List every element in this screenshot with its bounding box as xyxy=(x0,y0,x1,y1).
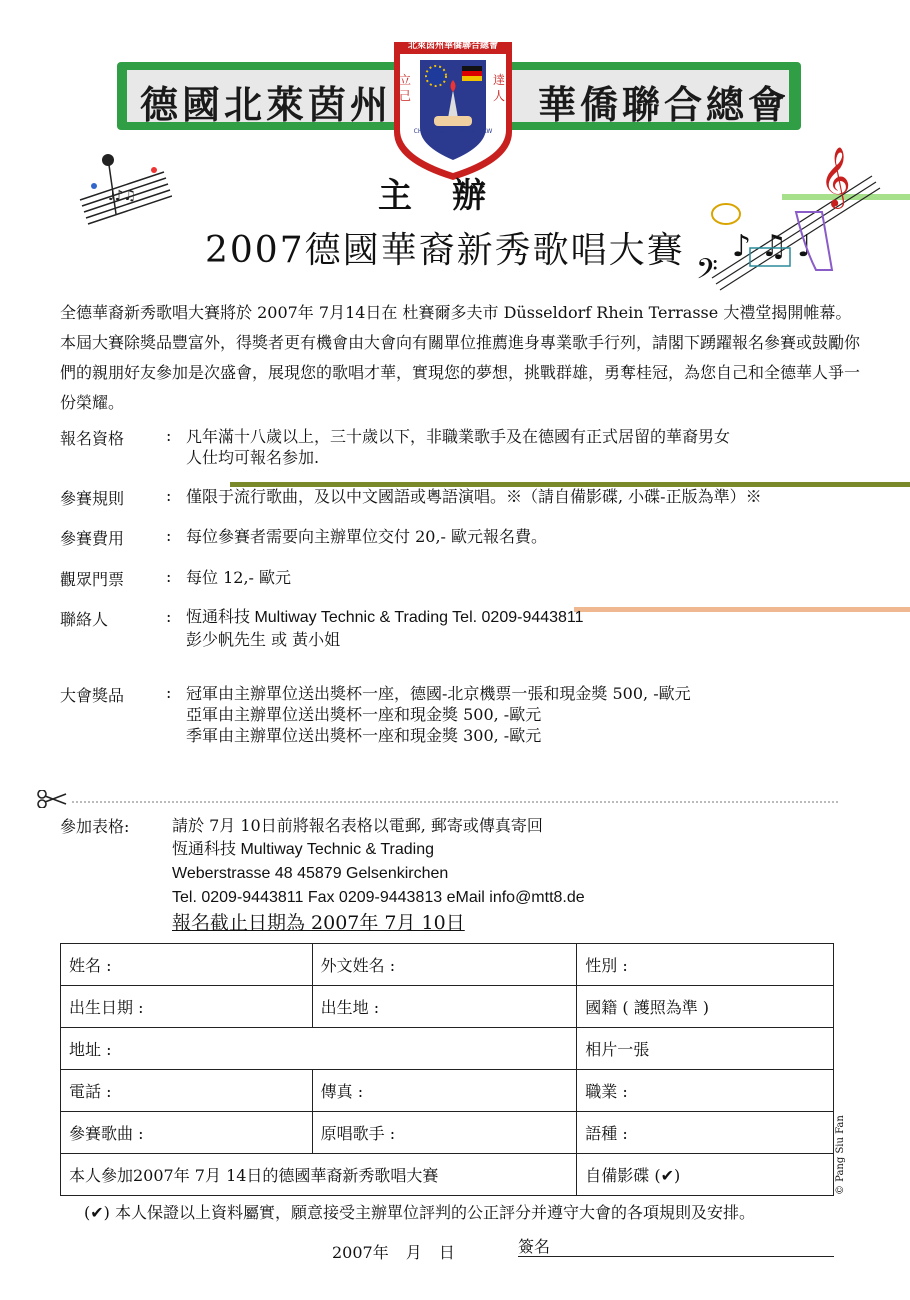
pledge-statement: (✔) 本人保證以上資料屬實，願意接受主辦單位評判的公正評分并遵守大會的各項規則及安排。 xyxy=(84,1203,755,1222)
application-line-3: Weberstrasse 48 45879 Gelsenkirchen xyxy=(172,865,449,882)
svg-text:♪ ♫ ♩: ♪ ♫ ♩ xyxy=(732,229,812,264)
table-row xyxy=(61,1070,834,1112)
emblem-right-text: 達人 xyxy=(493,73,506,103)
scissors-cut-line-icon xyxy=(36,790,840,808)
fee-label: 參賽費用 xyxy=(60,529,125,548)
birth-place-field[interactable]: 出生地 : xyxy=(312,986,577,1028)
emblem-left-text: 立己 xyxy=(399,73,412,103)
svg-text:𝄢: 𝄢 xyxy=(696,253,718,292)
prize-line-2: 亞軍由主辦單位送出獎杯一座和現金獎 500, -歐元 xyxy=(186,705,542,724)
gender-field[interactable]: 性別 : xyxy=(577,944,834,986)
prizes-label: 大會獎品 xyxy=(60,686,125,705)
registration-form-table xyxy=(60,943,834,1196)
application-label: 參加表格: xyxy=(60,817,130,836)
rules-line-1: 僅限于流行歌曲，及以中文國語或粵語演唱。※（請自備影碟, 小碟-正版為準）※ xyxy=(186,487,762,506)
application-line-4: Tel. 0209-9443811 Fax 0209-9443813 eMail info@mtt8.de xyxy=(172,889,585,906)
ticket-line-1: 每位 12,- 歐元 xyxy=(186,568,292,587)
table-row xyxy=(61,986,834,1028)
participation-statement: 本人參加2007年 7月 14日的德國華裔新秀歌唱大賽 xyxy=(61,1154,577,1196)
copyright-text: © Pang Siu Fan xyxy=(835,1115,846,1195)
music-note-decoration-icon xyxy=(72,150,172,232)
rules-label: 參賽規則 xyxy=(60,489,125,508)
header-left-text: 德國北萊茵州 xyxy=(140,82,393,127)
name-field[interactable]: 姓名 : xyxy=(61,944,313,986)
eligibility-line-2: 人仕均可報名参加. xyxy=(186,448,320,467)
colon: : xyxy=(166,526,172,545)
colon: : xyxy=(166,607,172,626)
colon: : xyxy=(166,683,172,702)
address-field[interactable]: 地址 : xyxy=(61,1028,577,1070)
own-disc-checkbox[interactable]: 自備影碟 (✔) xyxy=(577,1154,834,1196)
nationality-field[interactable]: 國籍 ( 護照為準 ) xyxy=(577,986,834,1028)
application-line-2: 恆通科技 Multiway Technic & Trading xyxy=(172,841,435,858)
deadline-text: 報名截止日期為 2007年 7月 10日 xyxy=(172,912,465,934)
music-instruments-decoration-icon xyxy=(692,136,910,292)
header-right-text: 華僑聯合總會 xyxy=(538,82,791,127)
occupation-field[interactable]: 職業 : xyxy=(577,1070,834,1112)
decorative-rule-peach xyxy=(574,607,910,612)
prize-line-1: 冠軍由主辦單位送出獎杯一座，德國-北京機票一張和現金獎 500, -歐元 xyxy=(186,684,691,703)
photo-field[interactable]: 相片一張 xyxy=(577,1028,834,1070)
contact-label: 聯絡人 xyxy=(60,610,109,629)
table-row xyxy=(61,1112,834,1154)
fee-line-1: 每位參賽者需要向主辦單位交付 20,- 歐元報名費。 xyxy=(186,527,548,546)
copyright-note xyxy=(833,1105,853,1195)
table-row xyxy=(61,1028,834,1070)
table-row xyxy=(61,944,834,986)
svg-text:𝄞: 𝄞 xyxy=(820,147,851,207)
page-title: 2007德國華裔新秀歌唱大賽 xyxy=(205,230,685,271)
eligibility-label: 報名資格 xyxy=(60,429,125,448)
colon: : xyxy=(166,567,172,586)
signature-field[interactable]: 簽名 xyxy=(518,1234,834,1257)
svg-text:♩♪♫: ♩♪♫ xyxy=(108,188,137,204)
date-line[interactable]: 2007年 月 日 xyxy=(332,1243,455,1262)
contact-line-2: 彭少帆先生 或 黃小姐 xyxy=(186,630,341,649)
birth-date-field[interactable]: 出生日期 : xyxy=(61,986,313,1028)
application-instructions xyxy=(172,814,585,910)
song-field[interactable]: 參賽歌曲 : xyxy=(61,1112,313,1154)
table-row xyxy=(61,1154,834,1196)
original-singer-field[interactable]: 原唱歌手 : xyxy=(312,1112,577,1154)
emblem-ring-text: CHINESISCHE UNION NRW xyxy=(413,128,493,135)
foreign-name-field[interactable]: 外文姓名 : xyxy=(312,944,577,986)
ticket-label: 觀眾門票 xyxy=(60,570,125,589)
application-line-1: 請於 7月 10日前將報名表格以電郵, 郵寄或傳真寄回 xyxy=(172,816,543,835)
contact-line-1: 恆通科技 Multiway Technic & Trading Tel. 0209-9443811 xyxy=(186,609,584,626)
prize-line-3: 季軍由主辦單位送出獎杯一座和現金獎 300, -歐元 xyxy=(186,726,542,745)
intro-paragraph: 全德華裔新秀歌唱大賽將於 2007年 7月14日在 杜賽爾多夫市 Düsseldorf Rhein Terrasse 大禮堂揭開帷幕。本屆大賽除獎品豐富外，得獎者更有機會由大會向有關單位推薦進身專業歌手行列，請閣下踴躍報名參賽或鼓勵你們的親朋好友參加是次盛會，展現您的歌唱才華，實現您的夢想，挑戰群雄，勇奪桂冠，為您自己和全德華人爭一份榮耀。 xyxy=(60,303,861,412)
language-field[interactable]: 語種 : xyxy=(577,1112,834,1154)
colon: : xyxy=(166,426,172,445)
eligibility-line-1: 凡年滿十八歲以上，三十歲以下，非職業歌手及在德國有正式居留的華裔男女 xyxy=(186,427,731,446)
emblem-top-text: 北萊茵州華僑聯合總會 xyxy=(407,41,498,51)
colon: : xyxy=(166,486,172,505)
phone-field[interactable]: 電話 : xyxy=(61,1070,313,1112)
organizer-heading: 主辦 xyxy=(378,176,526,216)
fax-field[interactable]: 傳真 : xyxy=(312,1070,577,1112)
association-emblem-icon xyxy=(386,32,520,182)
